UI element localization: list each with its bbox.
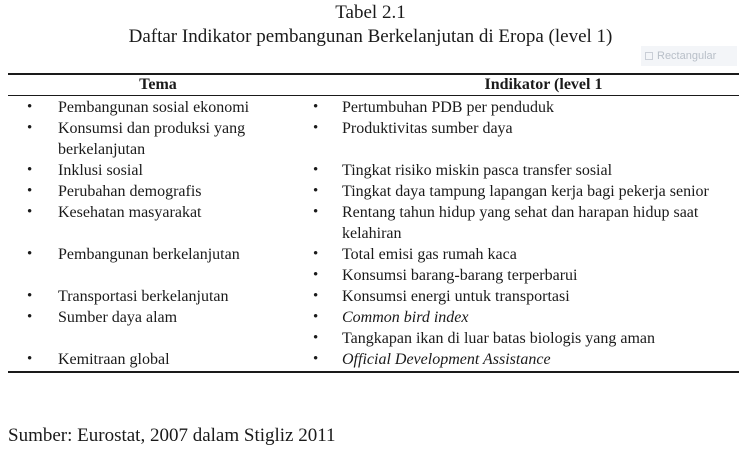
- list-item: [308, 349, 739, 370]
- tema-cell: [8, 307, 308, 349]
- bullet-icon: •: [27, 246, 33, 262]
- bullet-icon: •: [313, 309, 319, 325]
- table-row: [8, 202, 739, 244]
- bullet-icon: •: [313, 162, 319, 178]
- bullet-icon: •: [313, 120, 319, 136]
- tema-cell: [8, 244, 308, 286]
- table-row: [8, 349, 739, 370]
- tema-text: Pembangunan sosial ekonomi: [58, 99, 250, 116]
- table-bottom-rule: [8, 371, 739, 373]
- indicator-table: [8, 73, 739, 373]
- list-item: [308, 181, 739, 202]
- list-item: [8, 97, 308, 118]
- bullet-icon: •: [313, 183, 319, 199]
- list-item: [308, 244, 739, 265]
- bullet-icon: •: [313, 246, 319, 262]
- list-item: [8, 181, 308, 202]
- list-item: [8, 307, 308, 328]
- list-item: [308, 97, 739, 118]
- tema-text: Pembangunan berkelanjutan: [58, 246, 240, 263]
- bullet-icon: •: [27, 351, 33, 367]
- indikator-cell: [308, 244, 739, 286]
- list-item: [8, 160, 308, 181]
- list-item: [308, 118, 739, 139]
- list-item: [308, 286, 739, 307]
- indikator-cell: [308, 349, 739, 370]
- tema-text: Perubahan demografis: [58, 183, 202, 200]
- table-row: [8, 160, 739, 181]
- list-item: [308, 160, 739, 181]
- bullet-icon: •: [313, 204, 319, 220]
- indikator-text: Rentang tahun hidup yang sehat dan harapan hidup saat kelahiran: [342, 204, 699, 242]
- rectangle-icon: [645, 52, 653, 60]
- header-tema: Tema: [139, 76, 177, 93]
- tema-text: Konsumsi dan produksi yang berkelanjutan: [58, 120, 246, 158]
- table-body: [8, 96, 739, 371]
- table-title: Daftar Indikator pembangunan Berkelanjutan di Eropa (level 1): [128, 26, 613, 47]
- tema-text: Transportasi berkelanjutan: [58, 288, 229, 305]
- tema-cell: [8, 160, 308, 181]
- header-indikator: Indikator (level 1: [484, 76, 603, 93]
- indikator-text: Produktivitas sumber daya: [342, 120, 513, 137]
- list-item: [308, 328, 739, 349]
- source-note: Sumber: Eurostat, 2007 dalam Stigliz 2011: [8, 425, 336, 446]
- list-item: [8, 286, 308, 307]
- table-row: [8, 181, 739, 202]
- table-row: [8, 244, 739, 286]
- bullet-icon: •: [313, 351, 319, 367]
- table-row: [8, 286, 739, 307]
- indikator-text: Konsumsi barang-barang terperbarui: [342, 267, 578, 284]
- indikator-cell: [308, 202, 739, 244]
- tema-text: Inklusi sosial: [58, 162, 143, 179]
- rectangular-tool-label: Rectangular: [657, 50, 717, 62]
- table-row: [8, 97, 739, 118]
- indikator-text: Pertumbuhan PDB per penduduk: [342, 99, 554, 116]
- indikator-cell: [308, 97, 739, 118]
- list-item: [8, 244, 308, 265]
- tema-text: Sumber daya alam: [58, 309, 178, 326]
- rectangular-tool-tag[interactable]: [641, 46, 737, 66]
- indikator-cell: [308, 160, 739, 181]
- tema-cell: [8, 349, 308, 370]
- indikator-cell: [308, 181, 739, 202]
- indikator-text: Konsumsi energi untuk transportasi: [342, 288, 570, 305]
- bullet-icon: •: [313, 330, 319, 346]
- table-number: Tabel 2.1: [335, 2, 406, 23]
- table-row: [8, 118, 739, 160]
- indikator-text: Tingkat daya tampung lapangan kerja bagi pekerja senior: [342, 183, 709, 200]
- indikator-text: Tingkat risiko miskin pasca transfer sosial: [342, 162, 613, 179]
- bullet-icon: •: [313, 267, 319, 283]
- list-item: [308, 202, 739, 244]
- list-item: [308, 307, 739, 328]
- bullet-icon: •: [313, 99, 319, 115]
- table-header-row: [8, 75, 739, 95]
- bullet-icon: •: [27, 288, 33, 304]
- tema-cell: [8, 286, 308, 307]
- tema-cell: [8, 97, 308, 118]
- bullet-icon: •: [27, 120, 33, 136]
- tema-cell: [8, 118, 308, 160]
- tema-cell: [8, 202, 308, 244]
- bullet-icon: •: [313, 288, 319, 304]
- bullet-icon: •: [27, 99, 33, 115]
- indikator-cell: [308, 307, 739, 349]
- indikator-cell: [308, 118, 739, 160]
- bullet-icon: •: [27, 183, 33, 199]
- indikator-text: Common bird index: [342, 309, 469, 326]
- indikator-text: Total emisi gas rumah kaca: [342, 246, 517, 263]
- tema-text: Kemitraan global: [58, 351, 170, 368]
- list-item: [8, 118, 308, 160]
- list-item: [308, 265, 739, 286]
- bullet-icon: •: [27, 309, 33, 325]
- indikator-cell: [308, 286, 739, 307]
- bullet-icon: •: [27, 162, 33, 178]
- tema-text: Kesehatan masyarakat: [58, 204, 202, 221]
- list-item: [8, 202, 308, 223]
- bullet-icon: •: [27, 204, 33, 220]
- indikator-text: Tangkapan ikan di luar batas biologis yang aman: [342, 330, 656, 347]
- indikator-text: Official Development Assistance: [342, 351, 551, 368]
- tema-cell: [8, 181, 308, 202]
- list-item: [8, 349, 308, 370]
- table-row: [8, 307, 739, 349]
